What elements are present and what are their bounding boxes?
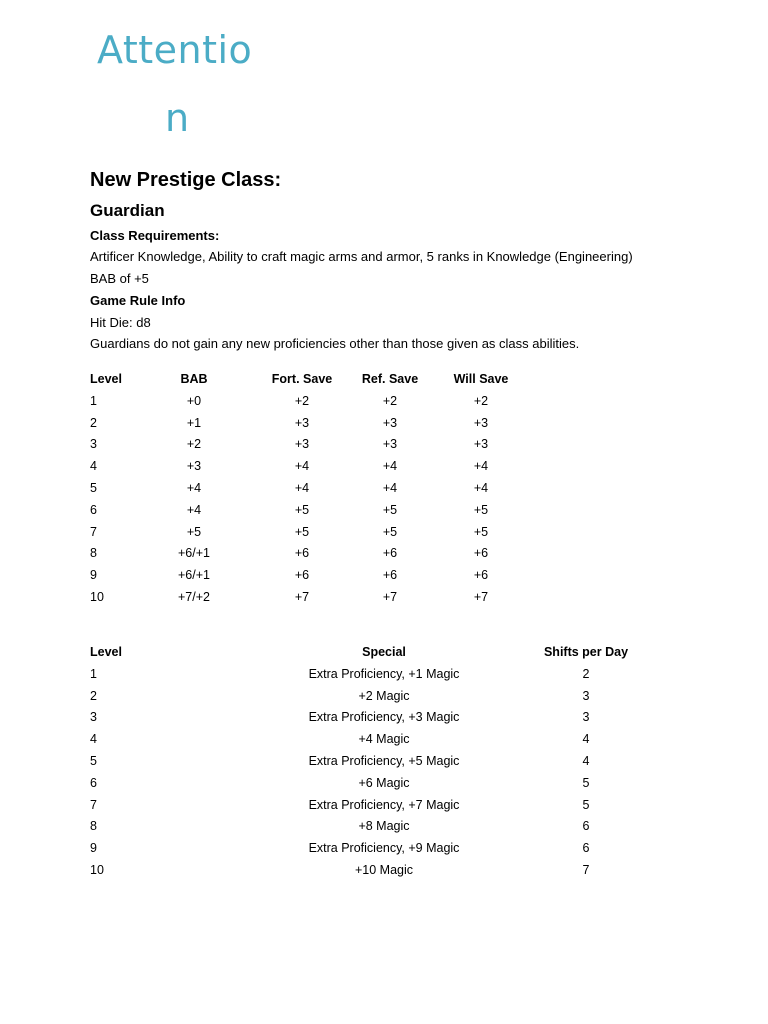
table2-cell-level: 5 [90,754,97,768]
table1-cell-ref: +4 [382,481,398,495]
table1-cell-fort: +5 [294,502,310,517]
title-line-2: n [165,96,190,140]
requirements-label: Class Requirements: [90,228,220,243]
hit-die: Hit Die: d8 [90,315,151,330]
table1-header-ref: Ref. Save [361,372,419,386]
table2-cell-special: Extra Proficiency, +3 Magic [308,710,460,725]
table1-cell-fort: +4 [294,459,310,474]
table1-cell-bab: +1 [186,415,202,430]
table1-cell-bab: +6/+1 [178,546,210,561]
table1-header-bab: BAB [180,372,208,386]
bab-requirement: BAB of +5 [90,271,149,286]
table2-cell-shifts: 3 [582,688,590,703]
table1-cell-will: +7 [473,590,489,604]
proficiency-note: Guardians do not gain any new proficiencies other than those given as class abilities. [90,336,580,351]
table2-cell-special: Extra Proficiency, +9 Magic [308,841,460,856]
table1-cell-bab: +7/+2 [178,590,210,604]
table2-cell-special: +2 Magic [358,688,410,703]
table2-cell-special: Extra Proficiency, +7 Magic [308,797,460,812]
table1-cell-level: 10 [90,590,104,604]
table2-cell-shifts: 5 [582,797,590,812]
table1-cell-ref: +5 [382,524,398,539]
table2-cell-level: 7 [90,797,97,812]
table1-cell-will: +3 [473,415,489,430]
table1-cell-fort: +7 [294,590,310,604]
table1-cell-level: 7 [90,524,97,539]
table2-cell-level: 3 [90,710,97,725]
table1-cell-will: +5 [473,502,489,517]
table2-cell-special: +6 Magic [358,775,410,790]
table1-cell-level: 4 [90,459,97,474]
class-name: Guardian [90,201,165,220]
table1-cell-will: +2 [473,393,489,408]
table1-cell-level: 1 [90,393,97,408]
table2-cell-level: 10 [90,863,104,877]
table1-cell-level: 2 [90,415,97,430]
table1-cell-ref: +7 [382,590,398,604]
table1-cell-ref: +5 [382,502,398,517]
table2-cell-shifts: 2 [582,666,590,681]
table2-cell-special: Extra Proficiency, +5 Magic [308,754,460,768]
table1-cell-fort: +4 [294,481,310,495]
table1-cell-level: 5 [90,481,97,495]
table2-cell-level: 2 [90,688,97,703]
table2-cell-level: 9 [90,841,97,856]
table1-cell-bab: +6/+1 [178,568,210,583]
table1-cell-will: +5 [473,524,489,539]
table1-cell-ref: +6 [382,568,398,583]
table2-cell-shifts: 6 [582,841,590,856]
table1-cell-bab: +0 [186,393,202,408]
table1-cell-fort: +5 [294,524,310,539]
table1-cell-fort: +6 [294,546,310,561]
game-rule-label: Game Rule Info [90,293,186,308]
table1-cell-ref: +3 [382,437,398,452]
table1-cell-level: 3 [90,437,97,452]
table1-cell-ref: +2 [382,393,398,408]
table2-header-level: Level [90,645,122,659]
table1-cell-fort: +3 [294,415,310,430]
table2-cell-shifts: 7 [582,863,590,877]
title-line-1: Attentio [97,28,253,72]
table1-cell-level: 9 [90,568,97,583]
table2-cell-special: +10 Magic [354,863,414,877]
table2-cell-shifts: 5 [582,775,590,790]
table1-cell-bab: +4 [186,502,202,517]
table1-cell-level: 8 [90,546,97,561]
table1-cell-ref: +3 [382,415,398,430]
table1-cell-will: +4 [473,481,489,495]
table1-header-will: Will Save [453,372,509,386]
table1-cell-ref: +4 [382,459,398,474]
table2-cell-level: 4 [90,732,97,747]
table1-cell-fort: +6 [294,568,310,583]
table2-header-shifts: Shifts per Day [543,645,629,659]
requirements-text: Artificer Knowledge, Ability to craft magic arms and armor, 5 ranks in Knowledge (Engineering) [90,249,633,264]
table1-cell-ref: +6 [382,546,398,561]
table1-cell-bab: +5 [186,524,202,539]
table1-header-level: Level [90,372,122,386]
table1-cell-level: 6 [90,502,97,517]
table1-cell-will: +3 [473,437,489,452]
table2-cell-special: Extra Proficiency, +1 Magic [308,666,460,681]
table2-cell-shifts: 4 [582,732,590,747]
table2-cell-special: +8 Magic [358,819,410,834]
table2-cell-shifts: 6 [582,819,590,834]
table2-cell-shifts: 4 [582,754,590,768]
table2-cell-level: 6 [90,775,97,790]
table2-header-special: Special [362,645,406,659]
table2-cell-shifts: 3 [582,710,590,725]
table1-cell-bab: +3 [186,459,202,474]
table1-cell-will: +4 [473,459,489,474]
table2-cell-level: 1 [90,666,97,681]
table1-cell-fort: +2 [294,393,310,408]
table1-cell-fort: +3 [294,437,310,452]
table1-header-fort: Fort. Save [271,372,333,386]
section-heading: New Prestige Class: [90,169,282,191]
table1-cell-will: +6 [473,546,489,561]
table1-cell-bab: +2 [186,437,202,452]
table2-cell-special: +4 Magic [358,732,410,747]
table1-cell-will: +6 [473,568,489,583]
table2-cell-level: 8 [90,819,97,834]
table1-cell-bab: +4 [186,481,202,495]
